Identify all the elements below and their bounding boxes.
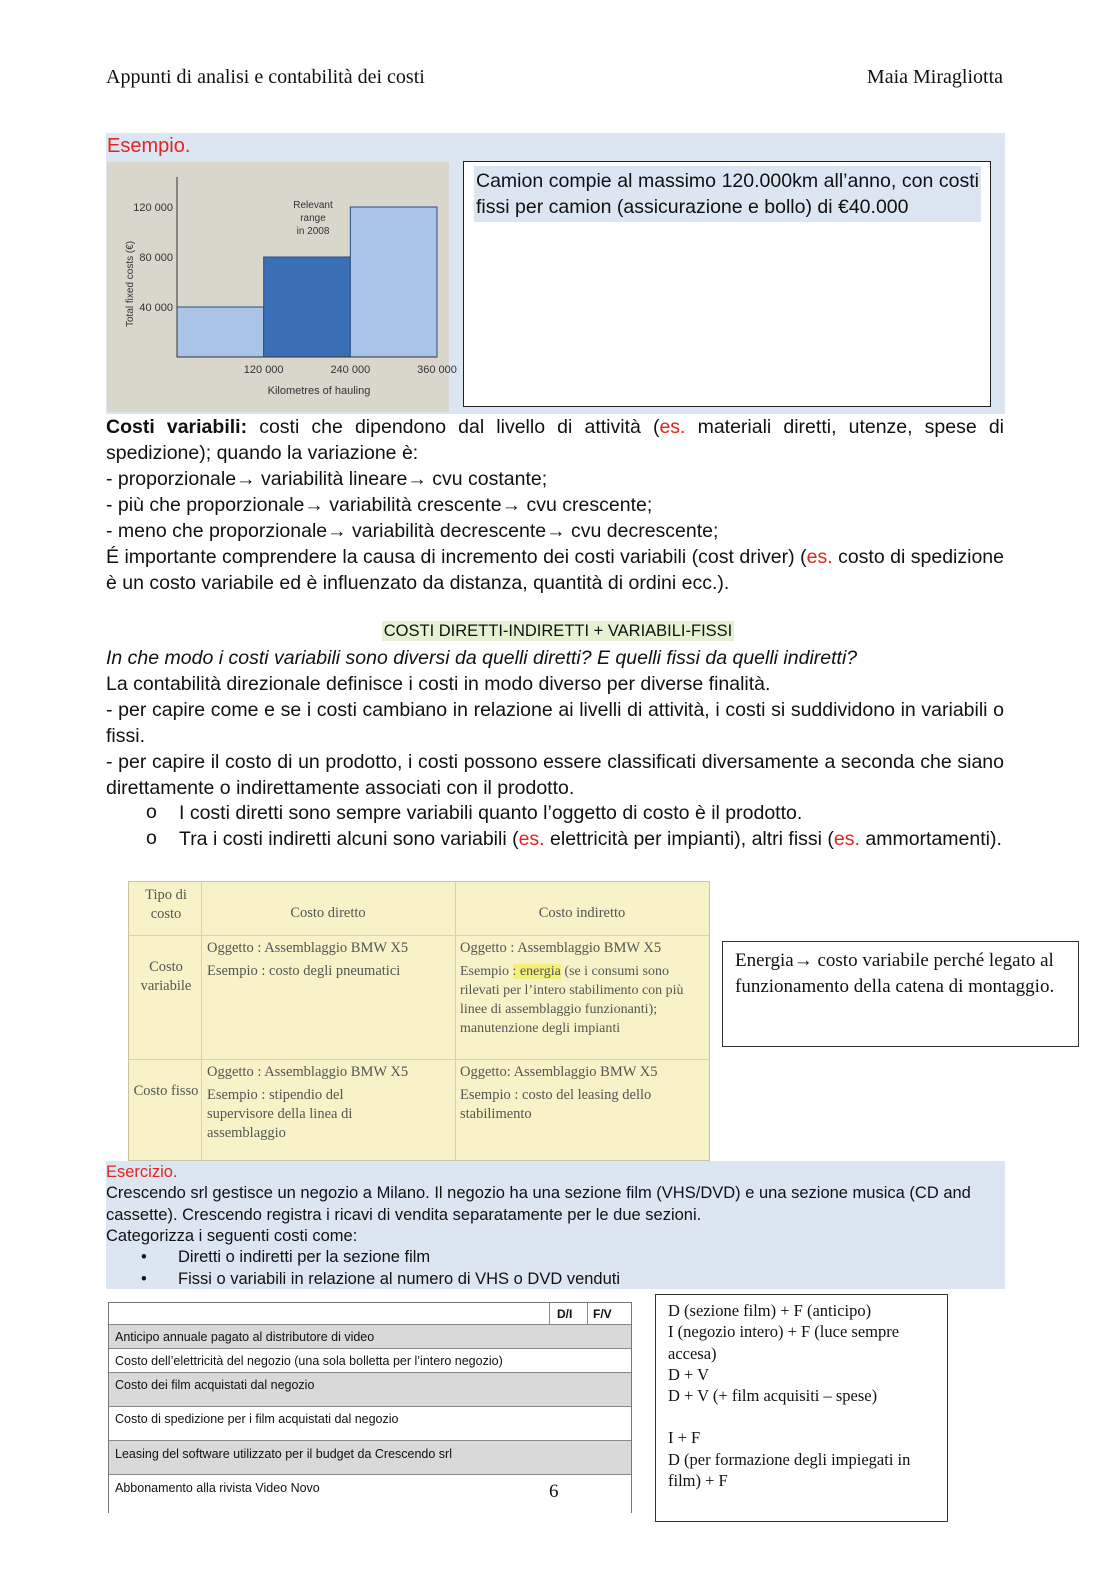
bullet-marker: o: [146, 801, 157, 823]
grid-r2-direct-object: Oggetto : Assemblaggio BMW X5: [207, 1064, 409, 1080]
table-row: [109, 1440, 631, 1475]
arrow-icon: →: [407, 468, 427, 490]
list-less-a: - meno che proporzionale: [106, 520, 328, 542]
table-row: [109, 1348, 631, 1373]
es-marker: es.: [659, 416, 686, 438]
table-row: [109, 1324, 631, 1349]
chart-y-axis-label: Total fixed costs (€): [125, 240, 136, 327]
bullet-marker: o: [146, 827, 157, 849]
arrow-icon: →: [304, 494, 324, 516]
chart-bar: [177, 307, 264, 357]
table-row-label: Leasing del software utilizzato per il budget da Crescendo srl: [115, 1447, 452, 1461]
variable-costs-paragraph: [106, 415, 1004, 467]
grid-r1-indirect-object: Oggetto : Assemblaggio BMW X5: [460, 940, 662, 956]
author-name: Maia Miragliotta: [866, 66, 1003, 88]
table-row: [109, 1372, 631, 1407]
list-more-proportional: [106, 493, 1004, 519]
cost-driver-b: costo di spedizione è un costo variabile ed è influenzato da distanza, quantità di ordini ecc.).: [106, 546, 1004, 594]
list-less-c: cvu decrescente;: [565, 520, 719, 542]
grid-r1-ex-pre: Esempio: [460, 964, 513, 979]
arrow-icon: →: [327, 520, 347, 542]
grid-header-type: Tipo di costo: [145, 887, 187, 922]
answer-line: D (sezione film) + F (anticipo): [668, 1301, 872, 1320]
es-marker: es.: [518, 828, 545, 850]
chart-annotation-line2: range: [300, 213, 326, 224]
grid-r1-ex-post: (se i consumi sono rilevati per l’intero stabilimento con più linee di assemblaggio funzionanti); manutenzione degli impianti: [460, 964, 684, 1036]
es-marker: es.: [806, 546, 833, 568]
variable-costs-def-a: costi che dipendono dal livello di attività (: [247, 416, 660, 438]
answer-line: D + V: [668, 1364, 710, 1384]
chart-annotation-line3: in 2008: [296, 226, 330, 237]
section-p2: - per capire come e se i costi cambiano in relazione ai livelli di attività, i costi si suddividono in variabili o fissi.: [106, 699, 1004, 747]
list-more-c: cvu crescente;: [521, 494, 653, 516]
col-fv-header: F/V: [593, 1307, 612, 1321]
answer-line: I (negozio intero) + F (luce sempre accesa): [668, 1322, 900, 1363]
answer-line: D (per formazione degli impiegati in film) + F: [668, 1449, 911, 1491]
chart-x-tick-label: 360 000: [417, 364, 457, 376]
section-heading-wrap: [0, 622, 1116, 641]
variable-costs-term: Costi variabili:: [106, 416, 248, 438]
list-proportional-a: - proporzionale: [106, 468, 237, 490]
answers-box: [655, 1294, 948, 1522]
table-row-label: Anticipo annuale pagato al distributore di video: [115, 1330, 375, 1344]
chart-y-tick-label: 80 000: [139, 252, 173, 264]
exercise-bullet-2: Fissi o variabili in relazione al numero di VHS o DVD venduti: [178, 1270, 621, 1288]
list-proportional: [106, 467, 1004, 493]
table-row-label: Abbonamento alla rivista Video Novo: [115, 1481, 320, 1495]
chart-svg: [107, 162, 457, 412]
exercise-cost-table: [108, 1302, 632, 1513]
answer-line: [668, 1406, 935, 1427]
es-marker: es.: [833, 828, 860, 850]
grid-row-fixed: Costo fisso: [133, 1083, 199, 1099]
chart-annotation-line1: Relevant: [293, 200, 333, 211]
highlight-energia: : energia: [512, 964, 561, 979]
fixed-cost-chart: [107, 162, 457, 412]
table-row: [109, 1406, 631, 1441]
col-di-header: D/I: [557, 1307, 573, 1321]
chart-x-tick-label: 120 000: [243, 364, 284, 376]
chart-y-tick-label: 120 000: [133, 202, 173, 214]
list-proportional-c: cvu costante;: [426, 468, 548, 490]
answer-line: D + V (+ film acquisiti – spese): [668, 1386, 878, 1406]
list-more-a: - più che proporzionale: [106, 494, 305, 516]
grid-row-variable: Costo variabile: [140, 959, 192, 994]
exercise-p2: Categorizza i seguenti costi come:: [106, 1227, 358, 1245]
bullet-dot: •: [141, 1248, 147, 1266]
bullet-dot: •: [141, 1270, 147, 1288]
cost-driver-a: É importante comprendere la causa di incremento dei costi variabili (cost driver) (: [106, 546, 807, 568]
grid-r1-indirect-example: [460, 962, 704, 1038]
grid-r1-direct-example: Esempio : costo degli pneumatici: [207, 963, 401, 979]
section-heading: COSTI DIRETTI-INDIRETTI + VARIABILI-FISSI: [383, 622, 733, 640]
exercise-p1: Crescendo srl gestisce un negozio a Milano. Il negozio ha una sezione film (VHS/DVD) e una sezione musica (CD and cassette). Crescendo registra i ricavi di vendita separatamente per le due sezioni.: [106, 1184, 971, 1224]
section-p1: La contabilità direzionale definisce i costi in modo diverso per diverse finalità.: [106, 673, 771, 695]
cost-driver-paragraph: [106, 545, 1004, 597]
section-bullet-2-a: Tra i costi indiretti alcuni sono variabili (: [179, 828, 519, 850]
list-less-proportional: [106, 519, 1004, 545]
chart-x-tick-label: 240 000: [330, 364, 371, 376]
chart-bar: [350, 207, 437, 357]
exercise-label: Esercizio.: [106, 1163, 178, 1181]
exercise-bullet-1: Diretti o indiretti per la sezione film: [178, 1248, 431, 1266]
example-note-box: [463, 161, 991, 407]
section-bullet-1: I costi diretti sono sempre variabili quanto l’oggetto di costo è il prodotto.: [179, 802, 803, 824]
grid-r1-direct-object: Oggetto : Assemblaggio BMW X5: [207, 940, 409, 956]
example-note-text: Camion compie al massimo 120.000km all’anno, con costi fissi per camion (assicurazione e bollo) di €40.000: [474, 166, 981, 222]
page-number: 6: [549, 1481, 559, 1502]
list-proportional-b: variabilità lineare: [255, 468, 408, 490]
grid-r2-indirect-example: Esempio : costo del leasing dello stabilimento: [460, 1087, 652, 1122]
grid-r2-direct-example: Esempio : stipendio del supervisore della linea di assemblaggio: [207, 1087, 353, 1141]
chart-x-axis-label: Kilometres of hauling: [267, 385, 371, 397]
arrow-icon: →: [546, 520, 566, 542]
section-bullet-2-b: elettricità per impianti), altri fissi (: [544, 828, 834, 850]
table-row-label: Costo dell’elettricità del negozio (una sola bolletta per l’intero negozio): [115, 1354, 503, 1368]
answer-line: I + F: [668, 1428, 701, 1448]
section-p3: - per capire il costo di un prodotto, i costi possono essere classificati diversamente a seconda che siano direttamente o indirettamente associati con il prodotto.: [106, 751, 1004, 799]
document-title: Appunti di analisi e contabilità dei costi: [106, 66, 425, 88]
grid-header-direct: Costo diretto: [290, 905, 366, 921]
section-bullet-2-c: ammortamenti).: [859, 828, 1002, 850]
arrow-icon: →: [501, 494, 522, 516]
list-less-b: variabilità decrescente: [346, 520, 547, 542]
section-question: In che modo i costi variabili sono diversi da quelli diretti? E quelli fissi da quelli indiretti?: [106, 647, 858, 669]
chart-bar: [264, 257, 351, 357]
table-row-label: Costo di spedizione per i film acquistati dal negozio: [115, 1412, 399, 1426]
cost-classification-table: [128, 881, 710, 1161]
chart-y-tick-label: 40 000: [139, 302, 173, 314]
example-label: Esempio.: [107, 135, 191, 157]
table-row-label: Costo dei film acquistati dal negozio: [115, 1378, 315, 1392]
energy-note-box: Energia→ costo variabile perché legato al funzionamento della catena di montaggio.: [722, 941, 1079, 1047]
variable-costs-def-b: materiali diretti, utenze, spese di spedizione); quando la variazione è:: [106, 416, 1005, 464]
arrow-icon: →: [236, 468, 256, 490]
list-more-b: variabilità crescente: [323, 494, 502, 516]
section-bullet-2: [179, 827, 1004, 853]
grid-header-indirect: Costo indiretto: [538, 905, 626, 921]
grid-r2-indirect-object: Oggetto: Assemblaggio BMW X5: [460, 1064, 658, 1080]
